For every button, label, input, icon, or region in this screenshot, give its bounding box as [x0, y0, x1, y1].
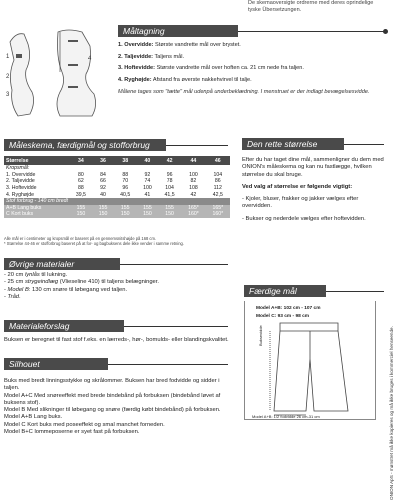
divider-dot [383, 29, 388, 34]
divider [238, 31, 384, 32]
table-header-row [4, 156, 230, 165]
copyright-note: ONION ApS - mønstret må ikke kopieres og må ikke bruges i kommerciel henseende. [389, 326, 394, 500]
list-item: - Model B: 130 cm snøre til løbegang ved taljen. [4, 286, 128, 293]
size-table [4, 156, 230, 218]
column-header: 42 [158, 156, 181, 165]
section-title: Den rette størrelse [247, 139, 318, 149]
measurement-note: Målene tages som "tætte" mål udenpå underbeklædning. I menstruet er der indlagt bevægelsesvidde. [118, 88, 370, 95]
table-row: A+B Lang buks 155 155 155 155 155 165* 165* [4, 205, 230, 212]
step-4: 4. Ryghøjde: Afstand fra øverste nakkehvirvel til talje. [118, 77, 252, 84]
section-header-faerdige-maal [244, 285, 326, 297]
divider [344, 144, 384, 145]
finished-measure-bottom: Model A+B: 1/2 fodvidde 26 cm-31 cm [252, 414, 320, 419]
section-title: Måltagning [123, 26, 165, 36]
column-header: Størrelse [4, 156, 69, 165]
section-title: Øvrige materialer [9, 259, 75, 269]
section-title: Måleskema, færdigmål og stofforbrug [9, 140, 150, 150]
divider [124, 326, 228, 327]
list-item: - Tråd. [4, 293, 21, 300]
column-header: 36 [93, 156, 114, 165]
table-row: C Kort buks 150 150 150 150 150 160* 160* [4, 211, 230, 218]
finished-measure-line-2: Model C: 93 cm - 98 cm [256, 314, 310, 319]
silhouette-text: Buks med bredt linningsstykke og skrålommer. Buksen har bred fodvidde og sidder i taljen. Model A+C Med snøreeffekt med brede bindebånd på forbuksen (bindebånd løvet af buksens stof). Model B Med slikninger til løbegang og snøre (færdig købt bindebånd) på forbuksen. Model A+B Lang buks. Model C Kort buks med poseeffekt og smal manchet forneden. Model B+C lommeposerne er syet fast på forbuksen. [4, 378, 221, 436]
step-1: 1. Overvidde: Største vandrette mål over brystet. [118, 42, 241, 48]
section-title: Færdige mål [249, 286, 297, 296]
finished-measure-line-1: Model A+B: 102 cm - 107 cm [256, 306, 321, 311]
section-header-oevrige-materialer [4, 258, 120, 270]
table-row: 1. Overvidde 80 84 88 92 96 100 104 [6, 171, 223, 178]
table-footnote: Alle mål er i centimeter og kropsmål er baseret på en gennemsnitshøjde på 168 cm. * Størrelse 44-46 er stofforbrug baseret på at for- og bagbuksens dele ikke vender i samme retning. [4, 236, 184, 246]
column-header: 46 [206, 156, 230, 165]
intro-text: De skemaoversigte ordrerne med deres oprindelige tyske Übersetzungen. [248, 0, 374, 13]
section-header-maaltagning [118, 25, 238, 37]
finished-measure-side-label: Buksevidde [258, 325, 263, 346]
size-guide-text: Efter du har taget dine mål, sammenligner du dem med ONION's måleskema og kan nu fastlægge, hvilken størrelse du skal bruge. Ved valg af størrelse er følgende vigtigt: - Kjoler, bluser, frakker og jakker vælges efter overvidden. - Bukser og nederdele vælges efter hoftevidden. [242, 157, 384, 222]
section-header-rette-stoerrelse [242, 138, 344, 150]
section-title: Silhouet [9, 359, 40, 369]
svg-text:1: 1 [6, 54, 10, 60]
svg-text:3: 3 [6, 92, 10, 98]
body-measurement-illustration [2, 24, 112, 132]
measurement-steps [118, 42, 386, 101]
divider [166, 145, 228, 146]
table-row: 4. Ryghøjde 39,5 40 40,5 41 41,5 42 42,5 [6, 191, 223, 198]
table-section-row: Stof forbrug - 140 cm bredt [4, 198, 230, 205]
materials-list [4, 272, 232, 301]
step-2: 2. Taljevidde: Taljens mål. [118, 53, 185, 60]
divider [120, 264, 228, 265]
material-suggestion-text: Buksen er beregnet til fast stof f.eks. en lærreds-, hør-, bomulds- eller blandingskvalitet. [4, 337, 229, 343]
svg-text:4: 4 [88, 56, 92, 62]
column-header: 44 [181, 156, 205, 165]
section-header-silhouet [4, 358, 108, 370]
list-item: - 25 cm strygeindlæg (Vlieseline 410) til taljens belægninger. [4, 279, 160, 286]
section-header-materialeforslag [4, 320, 124, 332]
column-header: 34 [69, 156, 92, 165]
section-title: Materialeforslag [9, 321, 70, 331]
table-section-row: Kropsmål: [6, 165, 30, 172]
list-item: - 20 cm lynlås til lukning. [4, 272, 68, 278]
section-header-maaleskema [4, 139, 166, 151]
svg-text:2: 2 [6, 74, 10, 80]
column-header: 38 [114, 156, 137, 165]
table-row: 2. Taljevidde 62 66 70 74 78 82 86 [6, 178, 221, 185]
divider [326, 291, 384, 292]
table-row: 3. Hoftevidde 88 92 96 100 104 108 112 [6, 185, 222, 192]
column-header: 40 [137, 156, 158, 165]
step-3: 3. Hoftevidde: Største vandrette mål over hoften ca. 21 cm nede fra taljen. [118, 65, 304, 72]
divider [108, 364, 228, 365]
